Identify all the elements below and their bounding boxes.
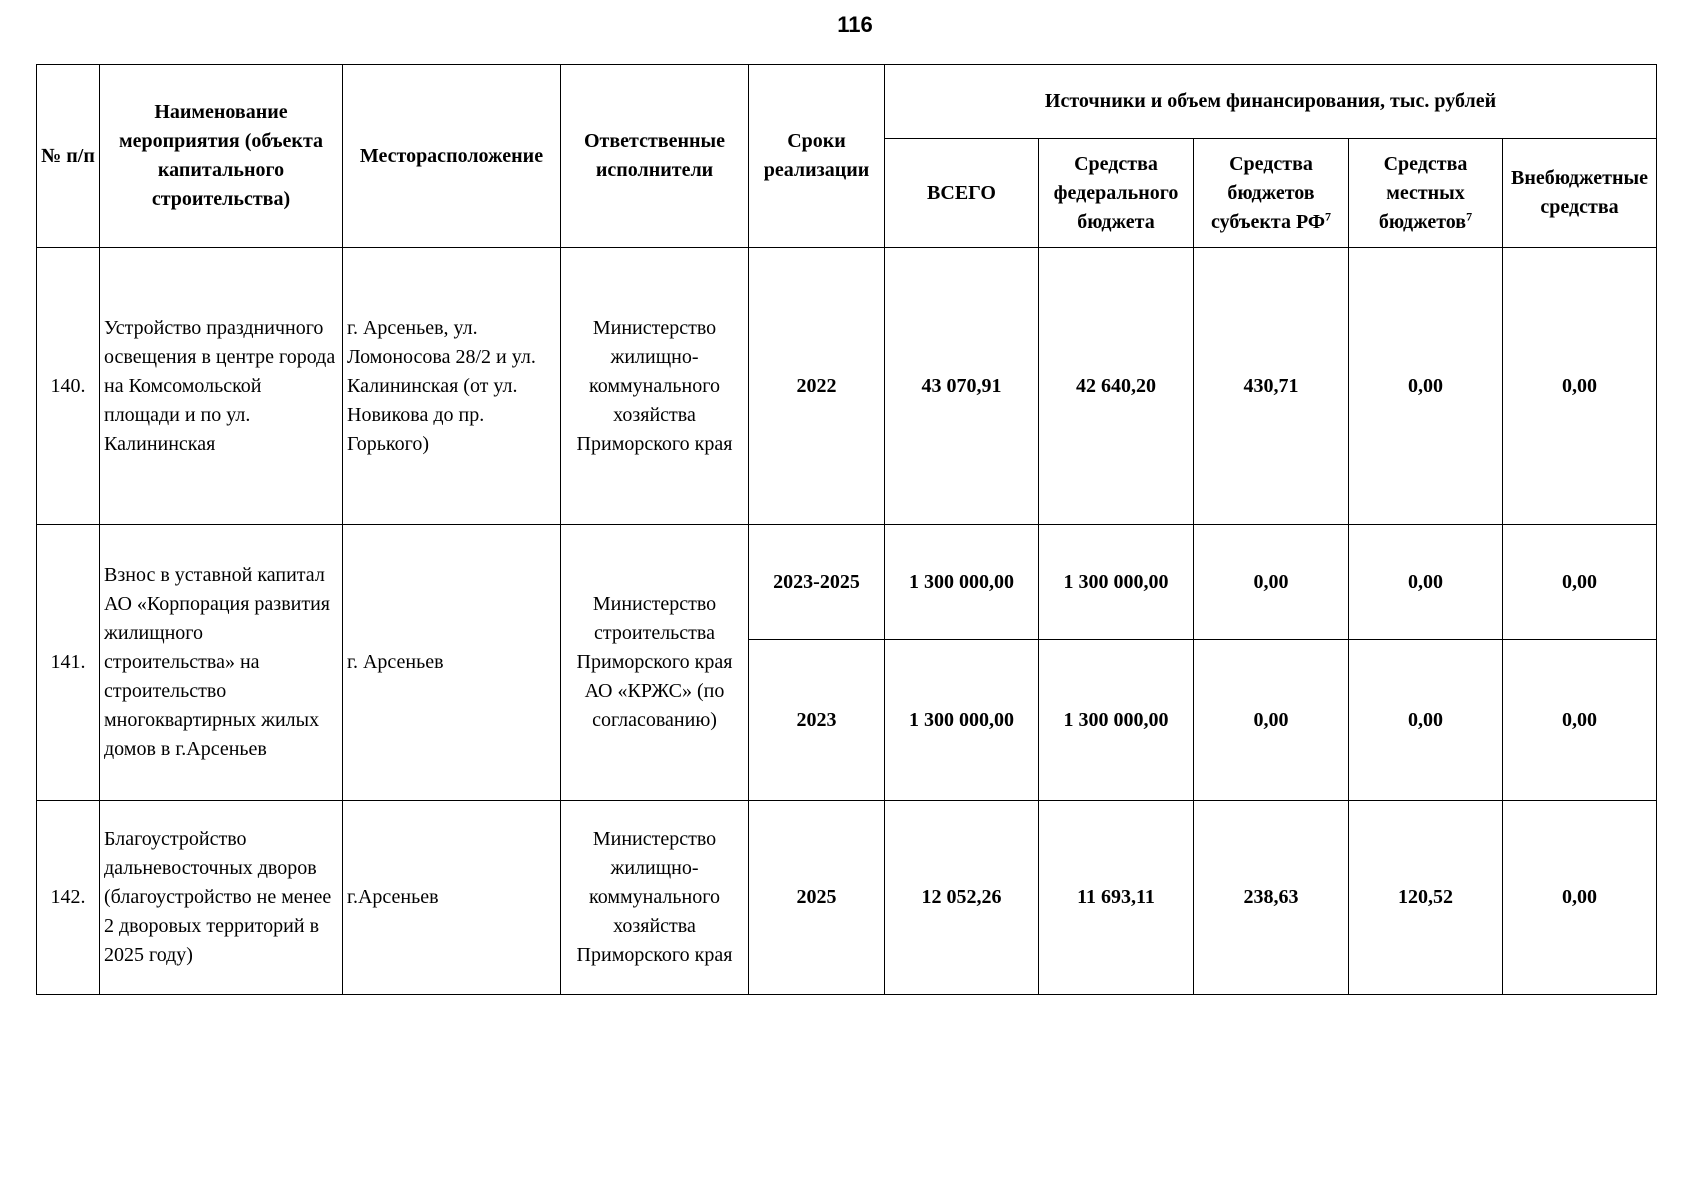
row-federal: 1 300 000,00 [1039, 640, 1194, 801]
row-period: 2023-2025 [749, 525, 885, 640]
header-subject-text: Средства бюджетов субъекта РФ [1210, 152, 1326, 233]
header-local [1349, 139, 1503, 248]
row-local: 0,00 [1349, 640, 1503, 801]
row-subject: 0,00 [1194, 525, 1349, 640]
row-name: Взнос в уставной капитал АО «Корпорация развития жилищного строительства» на строительство многоквартирных жилых домов в г.Арсеньев [100, 525, 343, 801]
row-total: 43 070,91 [885, 248, 1039, 525]
row-total: 1 300 000,00 [885, 525, 1039, 640]
row-extra: 0,00 [1503, 640, 1657, 801]
row-name: Устройство праздничного освещения в центре города на Комсомольской площади и по ул. Калининская [100, 248, 343, 525]
header-federal: Средства федерального бюджета [1039, 139, 1194, 248]
row-number: 140. [37, 248, 100, 525]
footnote-ref: 7 [1466, 208, 1473, 223]
row-responsible: Министерство жилищно-коммунального хозяйства Приморского края [561, 801, 749, 995]
header-num: № п/п [37, 65, 100, 248]
row-responsible: Министерство строительства Приморского края АО «КРЖС» (по согласованию) [561, 525, 749, 801]
header-subject [1194, 139, 1349, 248]
row-location: г.Арсеньев [343, 801, 561, 995]
footnote-ref: 7 [1325, 208, 1332, 223]
financing-table [36, 64, 1657, 995]
page-number: 116 [837, 12, 873, 37]
row-local: 120,52 [1349, 801, 1503, 995]
header-location: Месторасположение [343, 65, 561, 248]
row-period: 2023 [749, 640, 885, 801]
row-number: 141. [37, 525, 100, 801]
row-local: 0,00 [1349, 248, 1503, 525]
row-subject: 430,71 [1194, 248, 1349, 525]
row-period: 2022 [749, 248, 885, 525]
header-name: Наименование мероприятия (объекта капитального строительства) [100, 65, 343, 248]
row-extra: 0,00 [1503, 248, 1657, 525]
row-period: 2025 [749, 801, 885, 995]
row-extra: 0,00 [1503, 525, 1657, 640]
row-subject: 238,63 [1194, 801, 1349, 995]
row-extra: 0,00 [1503, 801, 1657, 995]
table-row [37, 525, 1657, 640]
row-federal: 11 693,11 [1039, 801, 1194, 995]
row-federal: 42 640,20 [1039, 248, 1194, 525]
row-subject: 0,00 [1194, 640, 1349, 801]
header-financing: Источники и объем финансирования, тыс. рублей [885, 65, 1657, 139]
table-row [37, 248, 1657, 525]
header-local-text: Средства местных бюджетов [1378, 152, 1468, 233]
header-period: Сроки реализации [749, 65, 885, 248]
table-row [37, 801, 1657, 995]
header-responsible: Ответственные исполнители [561, 65, 749, 248]
row-federal: 1 300 000,00 [1039, 525, 1194, 640]
table-header-row [37, 65, 1657, 139]
row-responsible: Министерство жилищно-коммунального хозяйства Приморского края [561, 248, 749, 525]
row-name: Благоустройство дальневосточных дворов (благоустройство не менее 2 дворовых территорий в 2025 году) [100, 801, 343, 995]
header-total: ВСЕГО [885, 139, 1039, 248]
row-total: 12 052,26 [885, 801, 1039, 995]
row-total: 1 300 000,00 [885, 640, 1039, 801]
row-number: 142. [37, 801, 100, 995]
row-location: г. Арсеньев, ул. Ломоносова 28/2 и ул. Калининская (от ул. Новикова до пр. Горького) [343, 248, 561, 525]
row-location: г. Арсеньев [343, 525, 561, 801]
header-extra: Внебюджетные средства [1503, 139, 1657, 248]
row-local: 0,00 [1349, 525, 1503, 640]
